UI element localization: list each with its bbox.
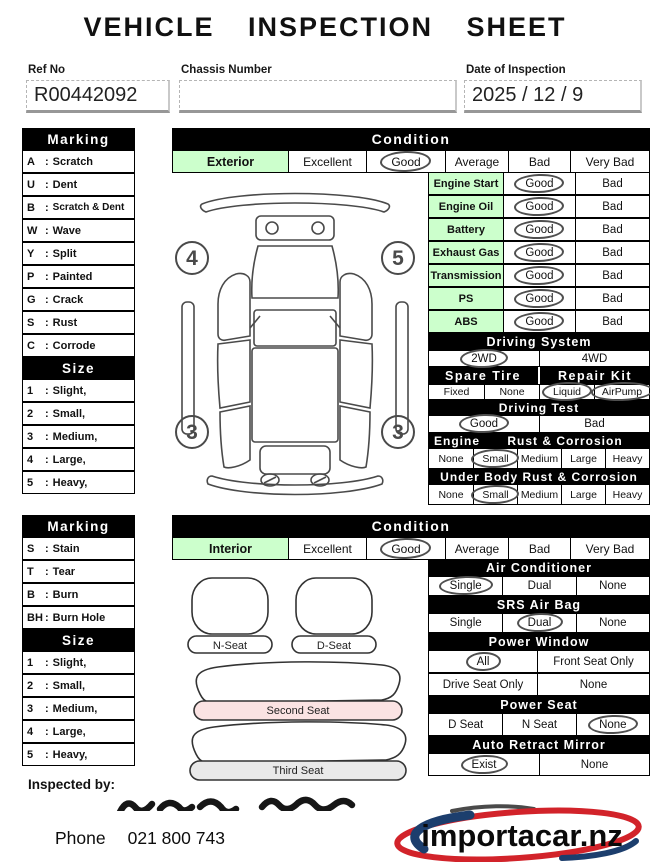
signature-scribble — [112, 792, 374, 811]
interior-good-option: Good — [391, 541, 421, 556]
underbody-rust-heavy-cell — [605, 485, 649, 504]
separator: : — [45, 565, 49, 578]
marking-row — [22, 334, 135, 357]
marking-code: B — [27, 588, 35, 601]
ps-d-seat-option: D Seat — [448, 718, 484, 731]
marking-row — [22, 583, 135, 606]
size-row — [22, 402, 135, 425]
interior-excellent-cell — [288, 538, 366, 559]
exterior-bad-option: Bad — [528, 154, 551, 169]
check-bad-option: Bad — [602, 292, 623, 305]
driving-test-bad-option: Bad — [584, 418, 605, 430]
marking-row — [22, 560, 135, 583]
check-row — [428, 287, 650, 310]
underbody-rust-large-option: Large — [570, 488, 597, 501]
engine-rust-medium-cell — [517, 449, 561, 468]
phone-label: Phone — [55, 828, 106, 848]
check-label: PS — [429, 288, 503, 309]
interior-condition-header: Condition — [172, 515, 650, 537]
marking-desc: Dent — [52, 178, 78, 191]
size-code: 3 — [27, 430, 34, 443]
chassis-number-label: Chassis Number — [181, 64, 272, 76]
mirror-none-cell — [539, 754, 649, 775]
marking-code: B — [27, 201, 35, 214]
size-code: 1 — [27, 384, 34, 397]
marking-code: W — [27, 224, 38, 237]
exterior-bad-cell — [508, 151, 570, 172]
driving-system-header: Driving System — [428, 333, 650, 350]
check-row — [428, 310, 650, 333]
separator: : — [45, 155, 49, 168]
inspector-signature — [112, 792, 374, 811]
repair-kit-airpump-option: AirPump — [601, 386, 643, 398]
exterior-marking-size-table — [22, 128, 135, 494]
exterior-marking-header: Marking — [22, 128, 135, 150]
mirror-exist-option: Exist — [471, 758, 497, 771]
ac-none-cell — [576, 577, 649, 595]
size-row — [22, 425, 135, 448]
interior-average-option: Average — [454, 541, 500, 556]
marking-code: C — [27, 339, 35, 352]
check-label: Engine Oil — [429, 196, 503, 217]
exterior-verybad-cell — [570, 151, 649, 172]
check-label: Transmission — [429, 265, 503, 286]
marking-desc: Stain — [52, 542, 80, 555]
interior-size-header: Size — [22, 629, 135, 651]
check-bad-cell — [575, 311, 649, 332]
marking-code: S — [27, 316, 35, 329]
check-good-cell — [503, 173, 575, 194]
pw-none-cell — [537, 674, 649, 695]
separator: : — [45, 293, 49, 306]
check-good-cell — [503, 242, 575, 263]
size-desc: Heavy, — [52, 748, 88, 761]
marking-row — [22, 537, 135, 560]
srs-air-bag-row — [428, 613, 650, 633]
d-seat-label: D-Seat — [316, 640, 352, 652]
check-good-option: Good — [525, 200, 554, 213]
check-good-cell — [503, 265, 575, 286]
size-desc: Slight, — [52, 656, 87, 669]
interior-good-cell — [366, 538, 445, 559]
srs-air-bag-header: SRS Air Bag — [428, 596, 650, 613]
phone-line — [55, 828, 225, 849]
interior-condition-row — [172, 537, 650, 560]
interior-bad-cell — [508, 538, 570, 559]
marking-desc: Crack — [52, 293, 84, 306]
underbody-rust-header: Under Body Rust & Corrosion — [428, 469, 650, 484]
marking-desc: Split — [52, 247, 77, 260]
size-desc: Small, — [52, 679, 86, 692]
auto-retract-mirror-row — [428, 753, 650, 776]
underbody-rust-small-cell — [473, 485, 517, 504]
separator: : — [45, 702, 49, 715]
separator: : — [45, 339, 49, 352]
marking-desc: Corrode — [52, 339, 96, 352]
driving-test-header: Driving Test — [428, 400, 650, 415]
srs-single-option: Single — [449, 617, 482, 629]
marking-row — [22, 219, 135, 242]
size-code: 1 — [27, 656, 34, 669]
interior-bad-option: Bad — [528, 541, 551, 556]
size-row — [22, 448, 135, 471]
pw-front-seat-only-option: Front Seat Only — [553, 655, 634, 668]
pw-drive-seat-only-option: Drive Seat Only — [442, 678, 524, 691]
pw-drive-seat-only-cell — [429, 674, 537, 695]
engine-rust-header-right: Rust & Corrosion — [507, 433, 623, 448]
check-row — [428, 195, 650, 218]
driving-test-row — [428, 415, 650, 433]
date-of-inspection-label: Date of Inspection — [466, 64, 566, 76]
srs-single-cell — [429, 614, 502, 632]
ac-single-cell — [429, 577, 502, 595]
interior-equipment-tables — [428, 559, 650, 776]
engine-rust-large-option: Large — [570, 452, 597, 465]
interior-excellent-option: Excellent — [303, 541, 352, 556]
exterior-condition-row — [172, 150, 650, 173]
size-row — [22, 697, 135, 720]
third-seat-label: Third Seat — [272, 765, 324, 777]
size-desc: Large, — [52, 453, 86, 466]
engine-rust-heavy-cell — [605, 449, 649, 468]
air-conditioner-header: Air Conditioner — [428, 559, 650, 576]
size-code: 2 — [27, 679, 34, 692]
interior-verybad-cell — [570, 538, 649, 559]
underbody-rust-none-option: None — [438, 488, 464, 501]
mirror-none-option: None — [580, 758, 609, 771]
driving-system-2wd-cell — [429, 351, 539, 366]
marking-code: U — [27, 178, 35, 191]
ac-single-option: Single — [449, 580, 482, 592]
size-desc: Heavy, — [52, 476, 88, 489]
check-row — [428, 218, 650, 241]
logo-text: importacar.nz — [421, 818, 623, 853]
separator: : — [45, 407, 49, 420]
spare-tire-none-option: None — [499, 386, 525, 398]
srs-dual-option: Dual — [527, 617, 552, 629]
check-bad-option: Bad — [602, 177, 623, 190]
ref-no-label: Ref No — [28, 64, 66, 76]
driving-test-good-cell — [429, 416, 539, 432]
wheel-number-front-right: 5 — [392, 247, 404, 270]
marking-desc: Painted — [52, 270, 93, 283]
date-of-inspection-value: 2025 / 12 / 9 — [464, 80, 642, 113]
size-code: 3 — [27, 702, 34, 715]
exterior-excellent-option: Excellent — [303, 154, 352, 169]
size-row — [22, 651, 135, 674]
repair-kit-header: Repair Kit — [540, 367, 650, 384]
size-row — [22, 471, 135, 494]
mirror-exist-cell — [429, 754, 539, 775]
interior-verybad-option: Very Bad — [585, 541, 635, 556]
spare-tire-fixed-cell — [429, 385, 484, 399]
spare-tire-none-cell — [484, 385, 539, 399]
driving-test-bad-cell — [539, 416, 649, 432]
marking-row — [22, 288, 135, 311]
size-desc: Medium, — [52, 702, 98, 715]
engine-rust-large-cell — [561, 449, 605, 468]
wheel-number-rear-left: 3 — [186, 421, 198, 444]
driving-system-2wd-option: 2WD — [471, 352, 497, 365]
page-title: VEHICLE INSPECTION SHEET — [83, 12, 567, 42]
size-row — [22, 379, 135, 402]
separator: : — [45, 725, 49, 738]
pw-none-option: None — [579, 678, 608, 691]
size-code: 4 — [27, 725, 34, 738]
driving-tables — [428, 333, 650, 505]
separator: : — [45, 247, 49, 260]
driving-system-4wd-option: 4WD — [581, 352, 608, 365]
inspected-by-label: Inspected by: — [28, 777, 116, 792]
engine-rust-row — [428, 448, 650, 469]
marking-row — [22, 173, 135, 196]
size-row — [22, 720, 135, 743]
engine-rust-small-cell — [473, 449, 517, 468]
exterior-average-option: Average — [454, 154, 500, 169]
marking-code: A — [27, 155, 35, 168]
auto-retract-mirror-header: Auto Retract Mirror — [428, 736, 650, 753]
separator: : — [45, 542, 49, 555]
separator: : — [45, 201, 49, 214]
marking-code: BH — [27, 611, 43, 624]
size-desc: Medium, — [52, 430, 98, 443]
marking-row — [22, 606, 135, 629]
separator: : — [45, 316, 49, 329]
check-bad-option: Bad — [602, 246, 623, 259]
size-code: 2 — [27, 407, 34, 420]
underbody-rust-heavy-option: Heavy — [612, 488, 643, 501]
car-body-diagram — [164, 184, 426, 506]
ps-none-cell — [576, 714, 649, 735]
check-good-cell — [503, 288, 575, 309]
power-window-row-2 — [428, 673, 650, 696]
interior-marking-header: Marking — [22, 515, 135, 537]
pw-all-option: All — [476, 655, 490, 668]
marking-code: T — [27, 565, 34, 578]
phone-number: 021 800 743 — [127, 828, 225, 848]
check-good-option: Good — [525, 177, 554, 190]
exterior-good-cell — [366, 151, 445, 172]
ac-dual-cell — [502, 577, 575, 595]
separator: : — [45, 588, 49, 601]
check-good-cell — [503, 219, 575, 240]
exterior-size-header: Size — [22, 357, 135, 379]
marking-desc: Tear — [52, 565, 76, 578]
check-bad-option: Bad — [602, 223, 623, 236]
exterior-excellent-cell — [288, 151, 366, 172]
check-good-option: Good — [525, 292, 554, 305]
driving-system-row — [428, 350, 650, 367]
check-bad-cell — [575, 288, 649, 309]
check-good-option: Good — [525, 315, 554, 328]
exterior-average-cell — [445, 151, 508, 172]
exterior-verybad-option: Very Bad — [585, 154, 635, 169]
marking-desc: Scratch & Dent — [52, 202, 125, 213]
power-window-row-1 — [428, 650, 650, 673]
interior-average-cell — [445, 538, 508, 559]
engine-rust-header-left: Engine — [434, 433, 481, 448]
check-good-option: Good — [525, 246, 554, 259]
spare-tire-header: Spare Tire — [428, 367, 538, 384]
check-bad-option: Bad — [602, 200, 623, 213]
size-desc: Slight, — [52, 384, 87, 397]
power-seat-row — [428, 713, 650, 736]
exterior-good-option: Good — [391, 154, 421, 169]
second-seat-label: Second Seat — [266, 705, 330, 717]
marking-desc: Burn Hole — [52, 611, 106, 624]
repair-kit-airpump-cell — [594, 385, 649, 399]
interior-marking-size-table — [22, 515, 135, 766]
separator: : — [45, 430, 49, 443]
power-seat-header: Power Seat — [428, 696, 650, 713]
chassis-number-value — [179, 80, 457, 113]
underbody-rust-small-option: Small — [482, 488, 509, 501]
size-row — [22, 743, 135, 766]
separator: : — [45, 476, 49, 489]
check-row — [428, 172, 650, 195]
repair-kit-liquid-cell — [539, 385, 594, 399]
pw-front-seat-only-cell — [537, 651, 649, 672]
driving-system-4wd-cell — [539, 351, 649, 366]
marking-row — [22, 196, 135, 219]
ps-d-seat-cell — [429, 714, 502, 735]
size-desc: Large, — [52, 725, 86, 738]
spare-tire-repair-kit-row — [428, 384, 650, 400]
check-bad-option: Bad — [602, 269, 623, 282]
check-good-cell — [503, 196, 575, 217]
marking-code: P — [27, 270, 35, 283]
separator: : — [45, 453, 49, 466]
underbody-rust-medium-cell — [517, 485, 561, 504]
srs-dual-cell — [502, 614, 575, 632]
importacar-logo — [390, 804, 644, 862]
marking-desc: Wave — [52, 224, 81, 237]
srs-none-option: None — [599, 617, 627, 629]
marking-desc: Rust — [52, 316, 78, 329]
underbody-rust-row — [428, 484, 650, 505]
ref-no-value: R00442092 — [26, 80, 170, 113]
underbody-rust-medium-option: Medium — [520, 488, 559, 501]
check-bad-cell — [575, 242, 649, 263]
spare-tire-fixed-option: Fixed — [443, 386, 470, 398]
engine-rust-small-option: Small — [482, 452, 509, 465]
separator: : — [45, 656, 49, 669]
check-bad-cell — [575, 265, 649, 286]
check-label: Exhaust Gas — [429, 242, 503, 263]
separator: : — [45, 679, 49, 692]
separator: : — [45, 270, 49, 283]
marking-row — [22, 242, 135, 265]
air-conditioner-row — [428, 576, 650, 596]
check-row — [428, 264, 650, 287]
n-seat-label: N-Seat — [212, 640, 248, 652]
marking-code: Y — [27, 247, 35, 260]
marking-row — [22, 311, 135, 334]
check-bad-cell — [575, 219, 649, 240]
check-label: Engine Start — [429, 173, 503, 194]
check-good-option: Good — [525, 269, 554, 282]
separator: : — [45, 748, 49, 761]
underbody-rust-large-cell — [561, 485, 605, 504]
interior-row-label: Interior — [173, 538, 288, 559]
car-panels — [182, 194, 408, 495]
exterior-row-label: Exterior — [173, 151, 288, 172]
separator: : — [45, 224, 49, 237]
check-label: Battery — [429, 219, 503, 240]
separator: : — [45, 611, 49, 624]
ps-n-seat-option: N Seat — [521, 718, 558, 731]
size-row — [22, 674, 135, 697]
ac-dual-option: Dual — [527, 580, 552, 592]
marking-desc: Burn — [52, 588, 79, 601]
size-code: 4 — [27, 453, 34, 466]
marking-row — [22, 265, 135, 288]
exterior-condition-header: Condition — [172, 128, 650, 150]
ps-none-option: None — [599, 718, 627, 731]
repair-kit-liquid-option: Liquid — [552, 386, 582, 398]
mechanical-checks-table — [428, 172, 650, 333]
engine-rust-none-option: None — [438, 452, 464, 465]
check-good-option: Good — [525, 223, 554, 236]
check-label: ABS — [429, 311, 503, 332]
engine-rust-none-cell — [429, 449, 473, 468]
ps-n-seat-cell — [502, 714, 575, 735]
check-bad-cell — [575, 173, 649, 194]
size-desc: Small, — [52, 407, 86, 420]
engine-rust-heavy-option: Heavy — [612, 452, 643, 465]
underbody-rust-none-cell — [429, 485, 473, 504]
marking-desc: Scratch — [52, 155, 94, 168]
wheel-number-rear-right: 3 — [392, 421, 404, 444]
engine-rust-medium-option: Medium — [520, 452, 559, 465]
power-window-header: Power Window — [428, 633, 650, 650]
marking-row — [22, 150, 135, 173]
marking-code: S — [27, 542, 35, 555]
pw-all-cell — [429, 651, 537, 672]
srs-none-cell — [576, 614, 649, 632]
separator: : — [45, 384, 49, 397]
size-code: 5 — [27, 476, 34, 489]
check-bad-option: Bad — [602, 315, 623, 328]
seats-diagram — [170, 572, 428, 786]
check-good-cell — [503, 311, 575, 332]
wheel-number-front-left: 4 — [186, 247, 198, 270]
marking-code: G — [27, 293, 36, 306]
check-row — [428, 241, 650, 264]
size-code: 5 — [27, 748, 34, 761]
separator: : — [45, 178, 49, 191]
engine-rust-header — [428, 433, 650, 448]
check-bad-cell — [575, 196, 649, 217]
ac-none-option: None — [599, 580, 627, 592]
driving-test-good-option: Good — [469, 418, 499, 430]
spare-tire-repair-kit-headers — [428, 367, 650, 384]
